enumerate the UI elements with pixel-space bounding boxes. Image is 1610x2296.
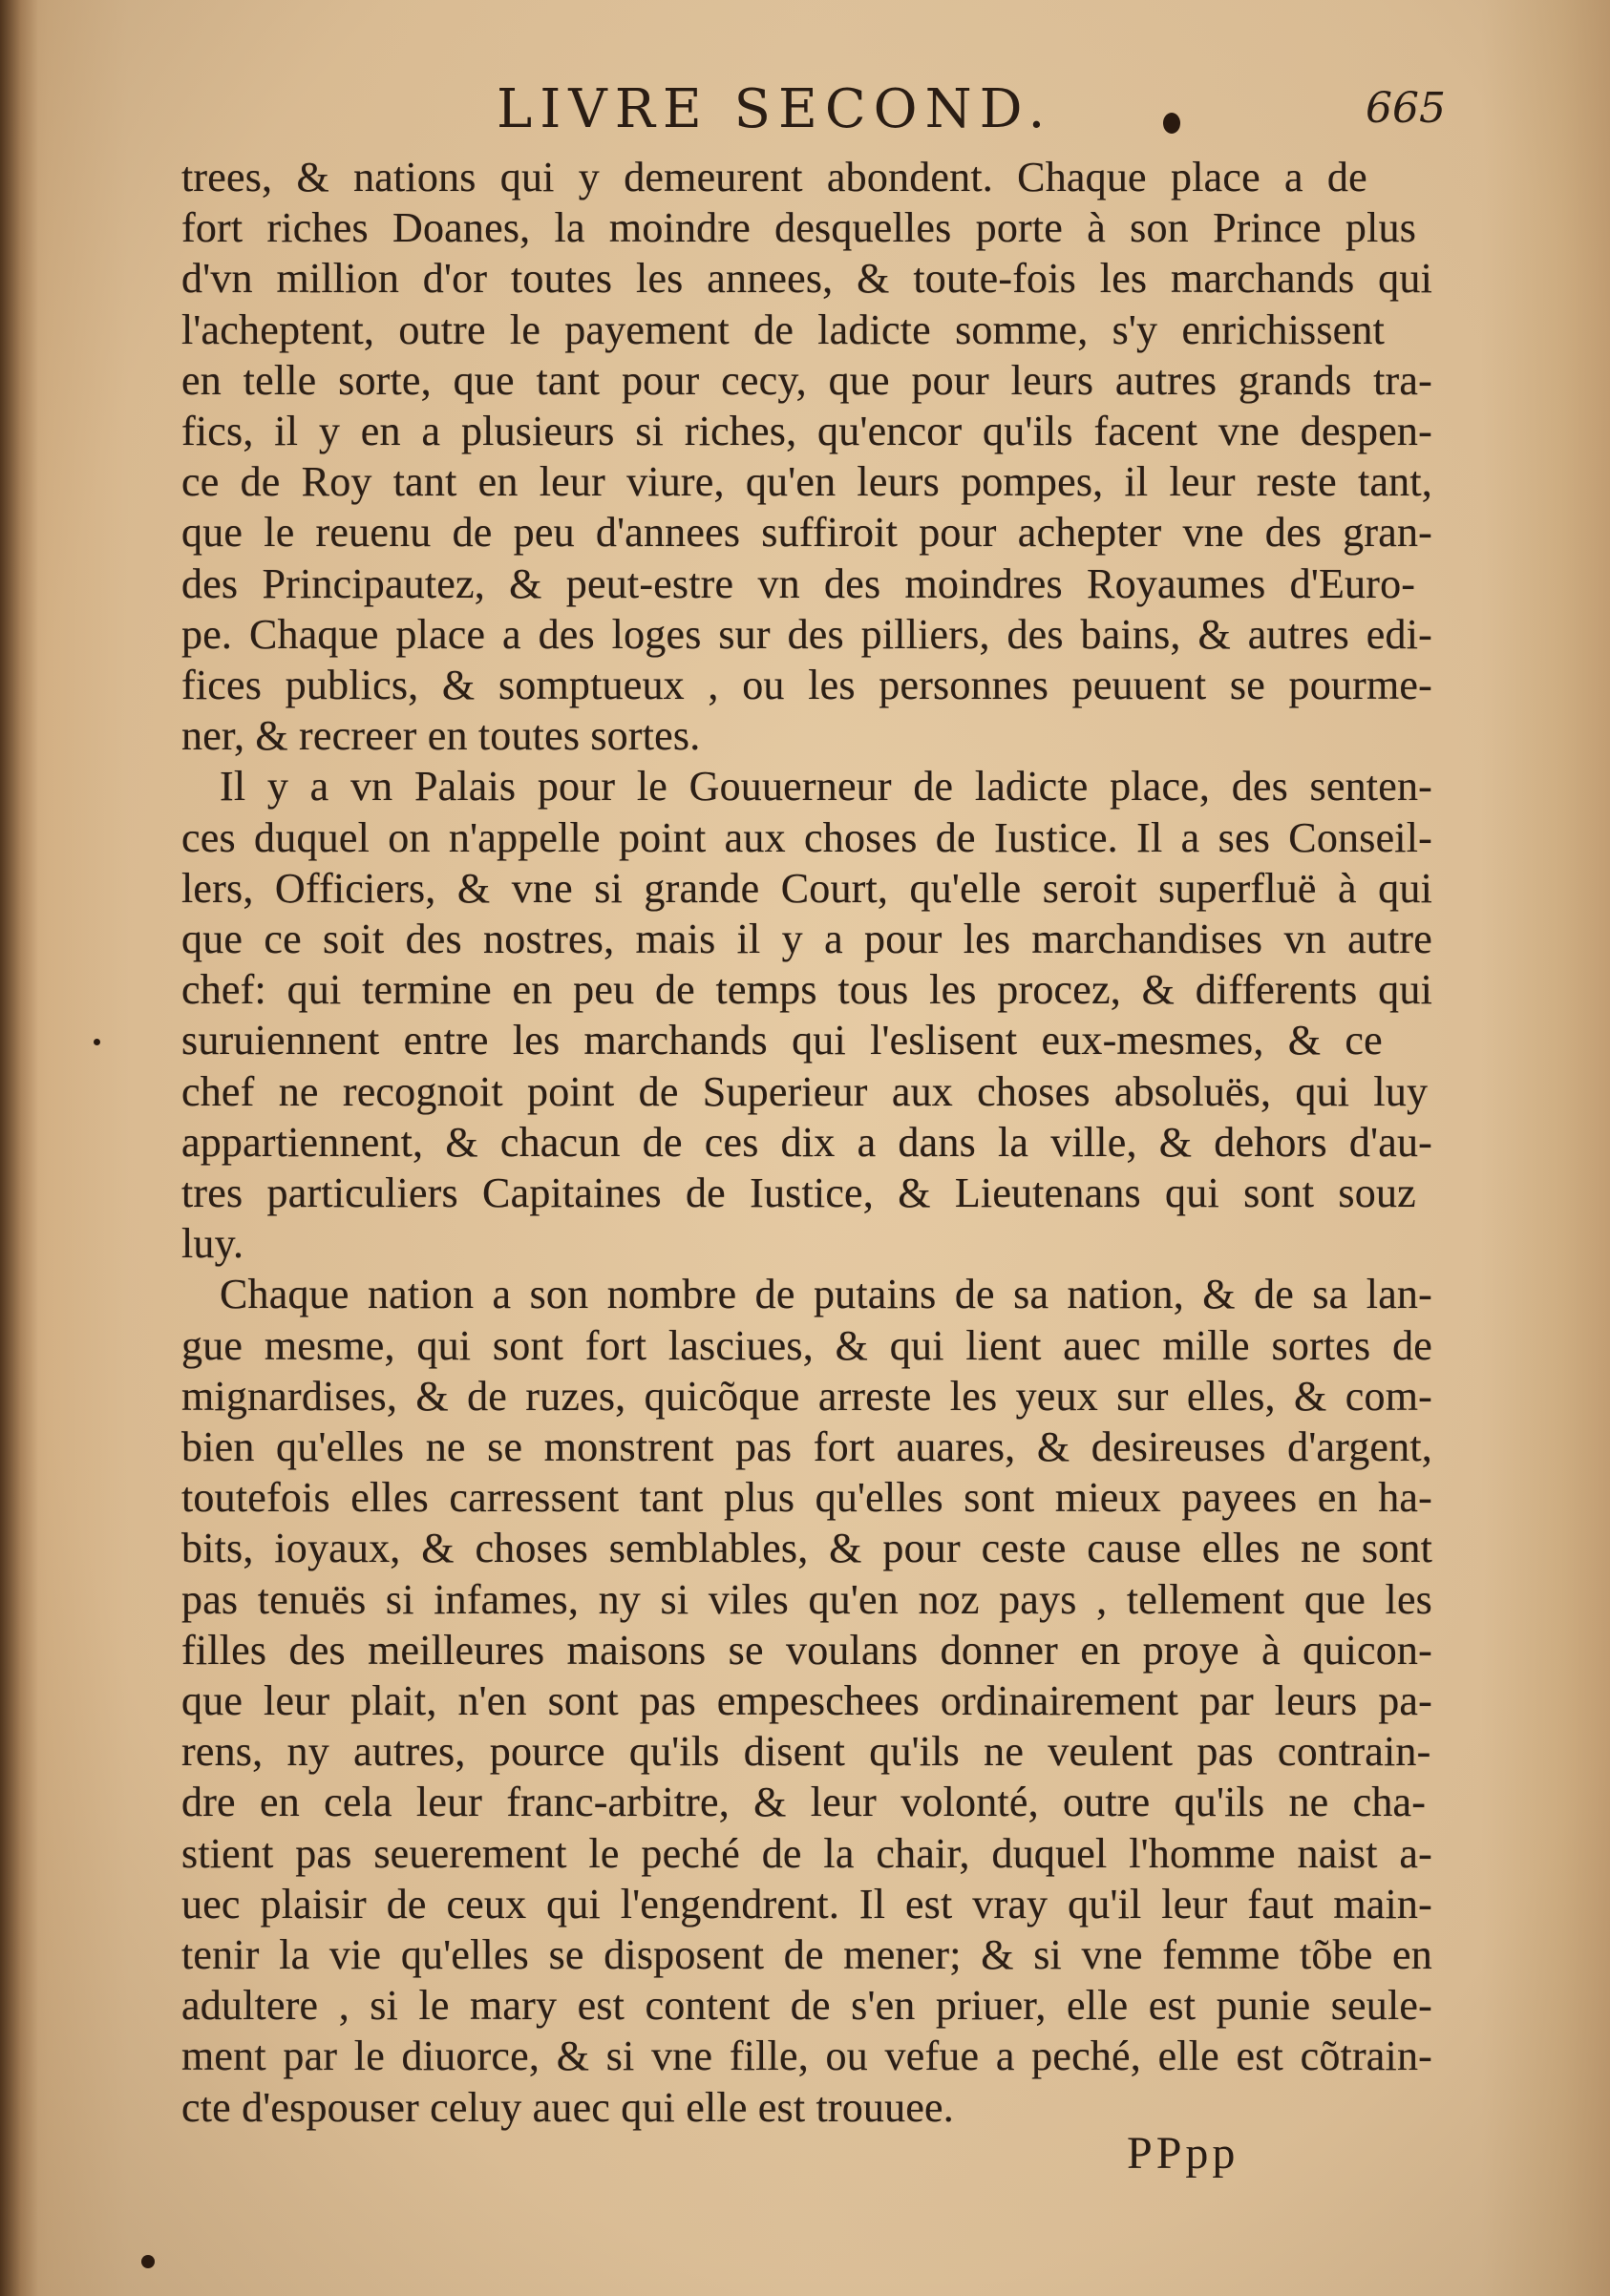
text-line: chef ne recognoit point de Superieur aux choses absoluës, qui luy: [181, 1067, 1429, 1115]
text-line: rens, ny autres, pource qu'ils disent qu'ils ne veulent pas contrain-: [181, 1728, 1431, 1776]
binding-gutter: [0, 0, 38, 2296]
folio-number: 665: [1366, 84, 1446, 133]
text-line: d'vn million d'or toutes les annees, & toute-fois les marchands qui: [181, 255, 1432, 303]
text-line: Chaque nation a son nombre de putains de sa nation, & de sa lan-: [220, 1271, 1432, 1318]
text-line: appartiennent, & chacun de ces dix a dans la ville, & dehors d'au-: [181, 1118, 1432, 1166]
catchword: PPpp: [1127, 2128, 1239, 2179]
text-line: lers, Officiers, & vne si grande Court, qu'elle seroit superfluë à qui: [181, 864, 1432, 912]
text-line: toutefois elles carressent tant plus qu'elles sont mieux payees en ha-: [181, 1474, 1432, 1522]
text-line: bits, ioyaux, & choses semblables, & pour ceste cause elles ne sont: [181, 1525, 1432, 1572]
text-line: ment par le diuorce, & si vne fille, ou vefue a peché, elle est cõtrain-: [181, 2033, 1432, 2080]
text-line: en telle sorte, que tant pour cecy, que pour leurs autres grands tra-: [181, 356, 1432, 404]
text-line: bien qu'elles ne se monstrent pas fort auares, & desireuses d'argent,: [181, 1423, 1432, 1470]
text-line: tres particuliers Capitaines de Iustice, & Lieutenans qui sont souz: [181, 1169, 1416, 1216]
text-line: Il y a vn Palais pour le Gouuerneur de ladicte place, des senten-: [220, 763, 1432, 811]
ink-blot: [94, 1039, 100, 1045]
text-line: luy.: [181, 1220, 244, 1268]
text-line: dre en cela leur franc-arbitre, & leur volonté, outre qu'ils ne cha-: [181, 1779, 1427, 1826]
ink-blot: [1163, 113, 1180, 134]
text-line: l'acheptent, outre le payement de ladicte somme, s'y enrichissent: [181, 305, 1386, 353]
text-line: fort riches Doanes, la moindre desquelles porte à son Prince plus: [181, 204, 1417, 252]
text-line: ner, & recreer en toutes sortes.: [181, 712, 701, 760]
text-line: stient pas seuerement le peché de la chair, duquel l'homme naist a-: [181, 1829, 1432, 1877]
text-line: cte d'espouser celuy auec qui elle est trouuee.: [181, 2083, 954, 2131]
text-line: que le reuenu de peu d'annees suffiroit pour achepter vne des gran-: [181, 509, 1432, 557]
text-line: fics, il y en a plusieurs si riches, qu'encor qu'ils facent vne despen-: [181, 408, 1432, 454]
text-line: gue mesme, qui sont fort lasciues, & qui lient auec mille sortes de: [181, 1321, 1432, 1369]
text-line: fices publics, & somptueux , ou les personnes peuuent se pourme-: [181, 662, 1432, 708]
text-line: trees, & nations qui y demeurent abondent. Chaque place a de: [181, 154, 1367, 200]
running-title: LIVRE SECOND.: [497, 78, 1053, 140]
text-line: chef: qui termine en peu de temps tous les procez, & differents qui: [181, 966, 1432, 1014]
text-line: suruiennent entre les marchands qui l'eslisent eux-mesmes, & ce: [181, 1017, 1383, 1064]
text-line: pe. Chaque place a des loges sur des pilliers, des bains, & autres edi-: [181, 610, 1432, 658]
text-line: ces duquel on n'appelle point aux choses de Iustice. Il a ses Conseil-: [181, 813, 1432, 861]
text-line: ce de Roy tant en leur viure, qu'en leurs pompes, il leur reste tant,: [181, 458, 1432, 506]
text-line: pas tenuës si infames, ny si viles qu'en noz pays , tellement que les: [181, 1575, 1432, 1623]
text-line: filles des meilleures maisons se voulans donner en proye à quicon-: [181, 1626, 1432, 1674]
page-header: [0, 78, 1610, 145]
text-line: adultere , si le mary est content de s'en priuer, elle est punie seule-: [181, 1982, 1432, 2030]
text-line: uec plaisir de ceux qui l'engendrent. Il est vray qu'il leur faut main-: [181, 1880, 1432, 1927]
text-line: mignardises, & de ruzes, quicõque arreste les yeux sur elles, & com-: [181, 1372, 1432, 1420]
text-line: des Principautez, & peut-estre vn des moindres Royaumes d'Euro-: [181, 559, 1416, 607]
text-line: tenir la vie qu'elles se disposent de mener; & si vne femme tõbe en: [181, 1931, 1432, 1978]
ink-blot: [141, 2255, 155, 2268]
text-line: que ce soit des nostres, mais il y a pour les marchandises vn autre: [181, 916, 1432, 962]
text-line: que leur plait, n'en sont pas empeschees ordinairement par leurs pa-: [181, 1677, 1432, 1724]
